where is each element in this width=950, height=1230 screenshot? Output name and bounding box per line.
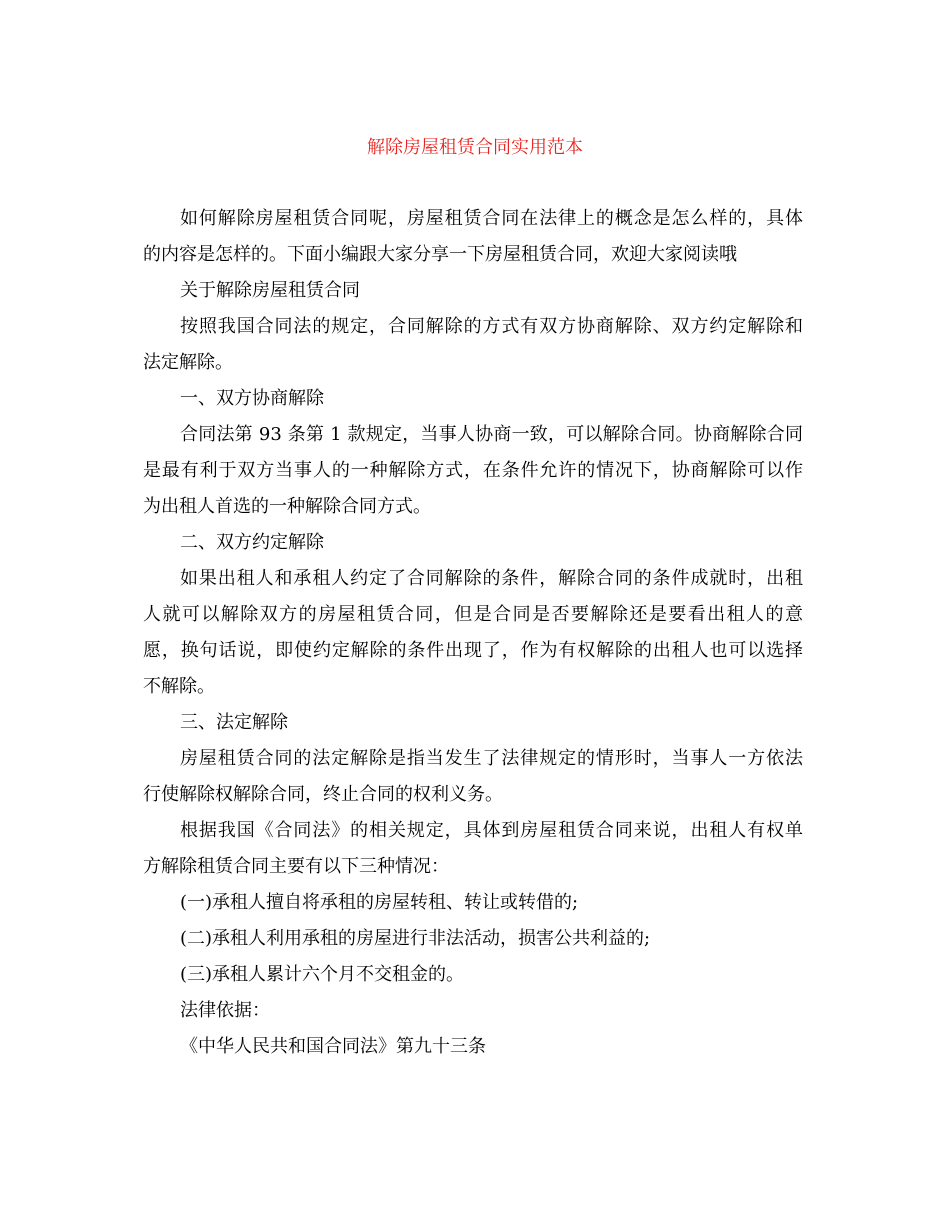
- paragraph-methods: [143, 309, 803, 381]
- paragraph-line: 关于解除房屋租赁合同: [180, 280, 360, 301]
- paragraph-section-2: [143, 561, 803, 705]
- paragraph-line: (三)承租人累计六个月不交租金的。: [180, 964, 465, 985]
- paragraph-section-3b: [143, 813, 803, 885]
- paragraph-line: 法律依据：: [180, 1000, 270, 1021]
- paragraph-line: 不解除。: [143, 676, 215, 697]
- paragraph-heading-3: [143, 705, 803, 741]
- paragraph-line: (二)承租人利用承租的房屋进行非法活动，损害公共利益的;: [180, 928, 651, 949]
- paragraph-heading-1: [143, 381, 803, 417]
- paragraph-case-1: [143, 885, 803, 921]
- paragraph-line: 方解除租赁合同主要有以下三种情况：: [143, 856, 449, 877]
- paragraph-line: 法定解除。: [143, 352, 233, 373]
- paragraph-line: 房屋租赁合同的法定解除是指当发生了法律规定的情形时，当事人一方依法: [180, 748, 803, 769]
- paragraph-line: 是最有利于双方当事人的一种解除方式，在条件允许的情况下，协商解除可以作: [143, 460, 803, 481]
- paragraph-line: 行使解除权解除合同，终止合同的权利义务。: [143, 784, 503, 805]
- paragraph-case-2: [143, 921, 803, 957]
- paragraph-line: 愿，换句话说，即使约定解除的条件出现了，作为有权解除的出租人也可以选择: [143, 640, 803, 661]
- paragraph-legal-basis: [143, 1029, 803, 1065]
- paragraph-line: 一、双方协商解除: [180, 388, 324, 409]
- paragraph-intro: [143, 201, 803, 273]
- paragraph-line: 的内容是怎样的。下面小编跟大家分享一下房屋租赁合同，欢迎大家阅读哦: [143, 244, 737, 265]
- paragraph-line: 三、法定解除: [180, 712, 288, 733]
- paragraph-line: 合同法第 93 条第 1 款规定，当事人协商一致，可以解除合同。协商解除合同: [180, 424, 803, 445]
- paragraph-subheading: [143, 273, 803, 309]
- paragraph-line: 二、双方约定解除: [180, 532, 324, 553]
- document-title: 解除房屋租赁合同实用范本: [367, 137, 583, 158]
- paragraph-section-1: [143, 417, 803, 525]
- document-body: [143, 201, 803, 1065]
- paragraph-case-3: [143, 957, 803, 993]
- paragraph-line: 人就可以解除双方的房屋租赁合同，但是合同是否要解除还是要看出租人的意: [143, 604, 803, 625]
- paragraph-line: 根据我国《合同法》的相关规定，具体到房屋租赁合同来说，出租人有权单: [180, 820, 803, 841]
- paragraph-line: (一)承租人擅自将承租的房屋转租、转让或转借的;: [180, 892, 579, 913]
- paragraph-line: 按照我国合同法的规定，合同解除的方式有双方协商解除、双方约定解除和: [180, 316, 803, 337]
- paragraph-heading-2: [143, 525, 803, 561]
- paragraph-line: 《中华人民共和国合同法》第九十三条: [180, 1036, 486, 1057]
- paragraph-line: 如何解除房屋租赁合同呢，房屋租赁合同在法律上的概念是怎么样的，具体: [180, 208, 803, 229]
- paragraph-line: 如果出租人和承租人约定了合同解除的条件，解除合同的条件成就时，出租: [180, 568, 803, 589]
- paragraph-legal-basis-label: [143, 993, 803, 1029]
- paragraph-section-3: [143, 741, 803, 813]
- paragraph-line: 为出租人首选的一种解除合同方式。: [143, 496, 431, 517]
